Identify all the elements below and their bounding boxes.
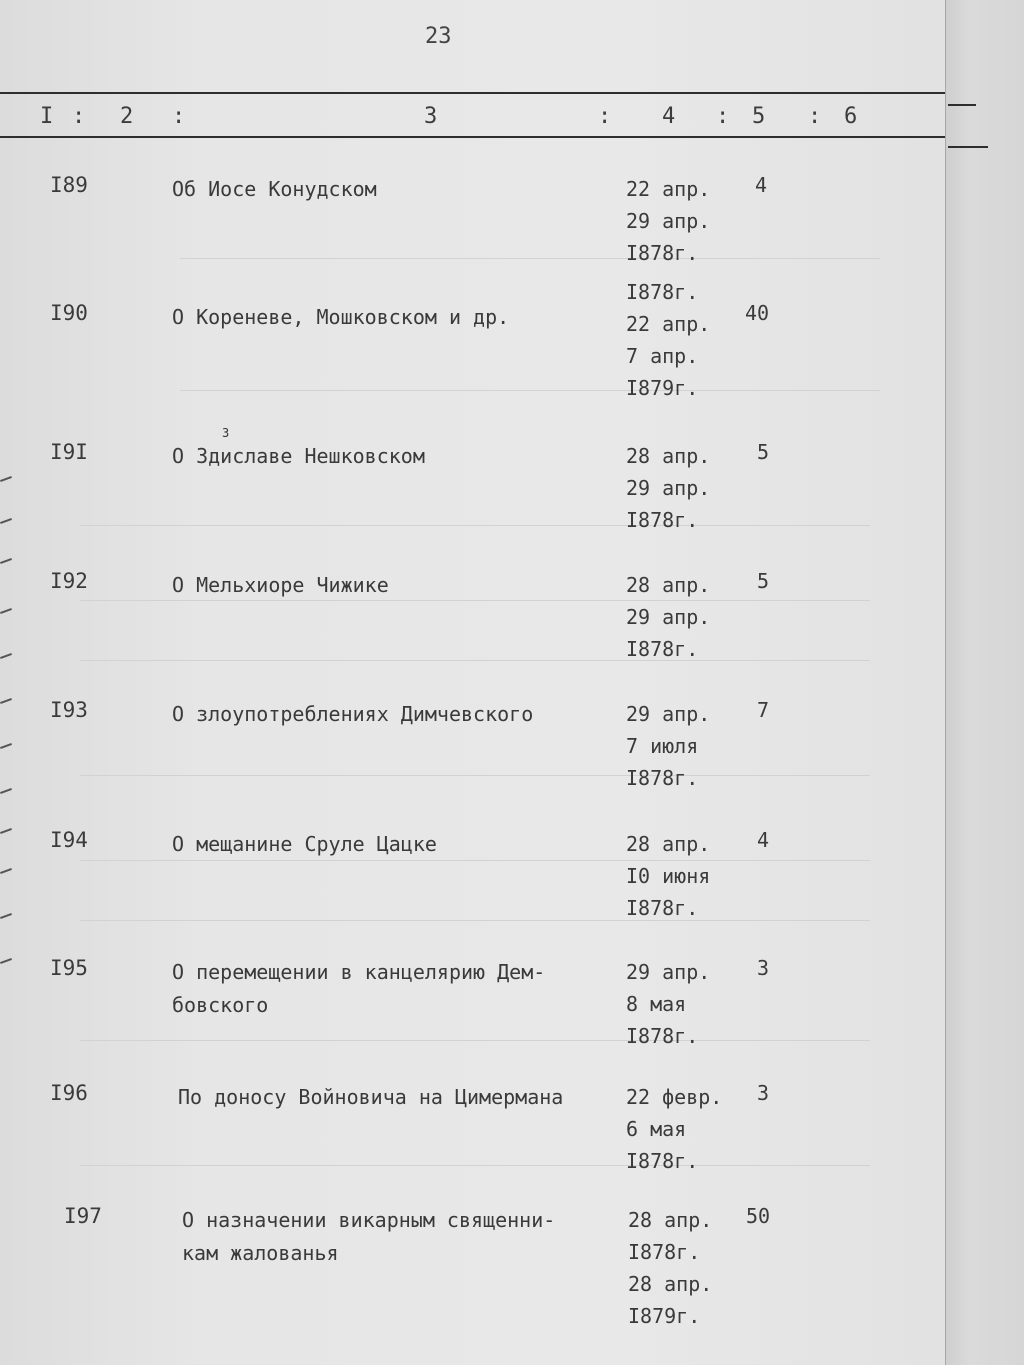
entry-number: I89 bbox=[50, 173, 88, 197]
col-2-header: 2 bbox=[120, 104, 134, 129]
entry-date: 29 апр. bbox=[626, 702, 711, 726]
entry-date: I878г. bbox=[626, 896, 699, 920]
entry-sheets: 7 bbox=[757, 698, 770, 722]
entry-sheets: 40 bbox=[745, 301, 770, 325]
entry-title: О Здиславе Нешковском bbox=[172, 444, 425, 468]
entry-date: 28 апр. bbox=[628, 1208, 713, 1232]
next-page-edge bbox=[945, 0, 1024, 1365]
entry-date: 29 апр. bbox=[626, 476, 711, 500]
page-number: 23 bbox=[425, 24, 452, 49]
entry-number: I95 bbox=[50, 956, 88, 980]
col-separator: : bbox=[172, 104, 186, 129]
entry-title: О мещанине Сруле Цацке bbox=[172, 832, 437, 856]
entry-date: I878г. bbox=[628, 1240, 701, 1264]
entry-date: I878г. bbox=[626, 241, 699, 265]
header-bottom-rule-edge bbox=[948, 146, 988, 148]
header-top-rule bbox=[0, 92, 945, 94]
entry-date: I878г. bbox=[626, 508, 699, 532]
entry-date: 29 апр. bbox=[626, 209, 711, 233]
entry-dates bbox=[626, 828, 736, 924]
entry-date: I0 июня bbox=[626, 864, 711, 888]
entry-date: I878г. bbox=[626, 280, 699, 304]
entry-date: 28 апр. bbox=[626, 444, 711, 468]
col-4-header: 4 bbox=[662, 104, 676, 129]
entry-dates bbox=[628, 1204, 738, 1332]
entry-date: 28 апр. bbox=[626, 573, 711, 597]
col-5-header: 5 bbox=[752, 104, 766, 129]
entry-title: О Мельхиоре Чижике bbox=[172, 573, 389, 597]
entry-title: Об Иосе Конудском bbox=[172, 177, 377, 201]
col-6-header: 6 bbox=[844, 104, 858, 129]
entry-date: 22 апр. bbox=[626, 177, 711, 201]
entry-dates bbox=[626, 698, 736, 794]
entry-number: I97 bbox=[64, 1204, 102, 1228]
entry-date: 7 апр. bbox=[626, 344, 699, 368]
entry-dates bbox=[626, 1081, 736, 1177]
entry-date: 22 апр. bbox=[626, 312, 711, 336]
entry-title: О Кореневе, Мошковском и др. bbox=[172, 305, 510, 329]
col-separator: : bbox=[716, 104, 730, 129]
entry-date: 29 апр. bbox=[626, 605, 711, 629]
entry-dates bbox=[626, 569, 736, 665]
entry-number: I94 bbox=[50, 828, 88, 852]
header-top-rule-edge bbox=[948, 104, 976, 106]
entry-date: I879г. bbox=[626, 376, 699, 400]
entry-sheets: 5 bbox=[757, 440, 770, 464]
entry-date: 8 мая bbox=[626, 992, 687, 1016]
entry-date: I878г. bbox=[626, 637, 699, 661]
entry-sheets: 50 bbox=[746, 1204, 771, 1228]
entry-date: 22 февр. bbox=[626, 1085, 723, 1109]
col-separator: : bbox=[808, 104, 822, 129]
entry-date: I878г. bbox=[626, 766, 699, 790]
entry-date: 6 мая bbox=[626, 1117, 687, 1141]
col-separator: : bbox=[72, 104, 86, 129]
entry-sheets: 3 bbox=[757, 1081, 770, 1105]
entry-number: I92 bbox=[50, 569, 88, 593]
entry-title: О злоупотреблениях Димчевского bbox=[172, 702, 534, 726]
entry-dates bbox=[626, 440, 736, 536]
entry-number: I9I bbox=[50, 440, 88, 464]
entry-sheets: 3 bbox=[757, 956, 770, 980]
entry-dates bbox=[626, 276, 736, 404]
header-bottom-rule bbox=[0, 136, 945, 138]
entry-date: I879г. bbox=[628, 1304, 701, 1328]
entry-date: 7 июля bbox=[626, 734, 699, 758]
entry-title: О перемещении в канцелярию Дем- бовского bbox=[172, 960, 546, 1017]
entry-sheets: 4 bbox=[755, 173, 768, 197]
entry-date: I878г. bbox=[626, 1024, 699, 1048]
entry-dates bbox=[626, 173, 736, 269]
correction-mark: 3 bbox=[222, 426, 230, 440]
entry-date: 29 апр. bbox=[626, 960, 711, 984]
entry-number: I90 bbox=[50, 301, 88, 325]
entry-number: I93 bbox=[50, 698, 88, 722]
entry-sheets: 4 bbox=[757, 828, 770, 852]
entry-dates bbox=[626, 956, 736, 1052]
entry-date: I878г. bbox=[626, 1149, 699, 1173]
entry-date: 28 апр. bbox=[628, 1272, 713, 1296]
col-3-header: 3 bbox=[424, 104, 438, 129]
entry-title: О назначении викарным священни- кам жалованья bbox=[182, 1208, 556, 1265]
col-1-header: I bbox=[40, 104, 54, 129]
entry-title: По доносу Войновича на Цимермана bbox=[178, 1085, 564, 1109]
entry-date: 28 апр. bbox=[626, 832, 711, 856]
entry-number: I96 bbox=[50, 1081, 88, 1105]
col-separator: : bbox=[598, 104, 612, 129]
entry-sheets: 5 bbox=[757, 569, 770, 593]
